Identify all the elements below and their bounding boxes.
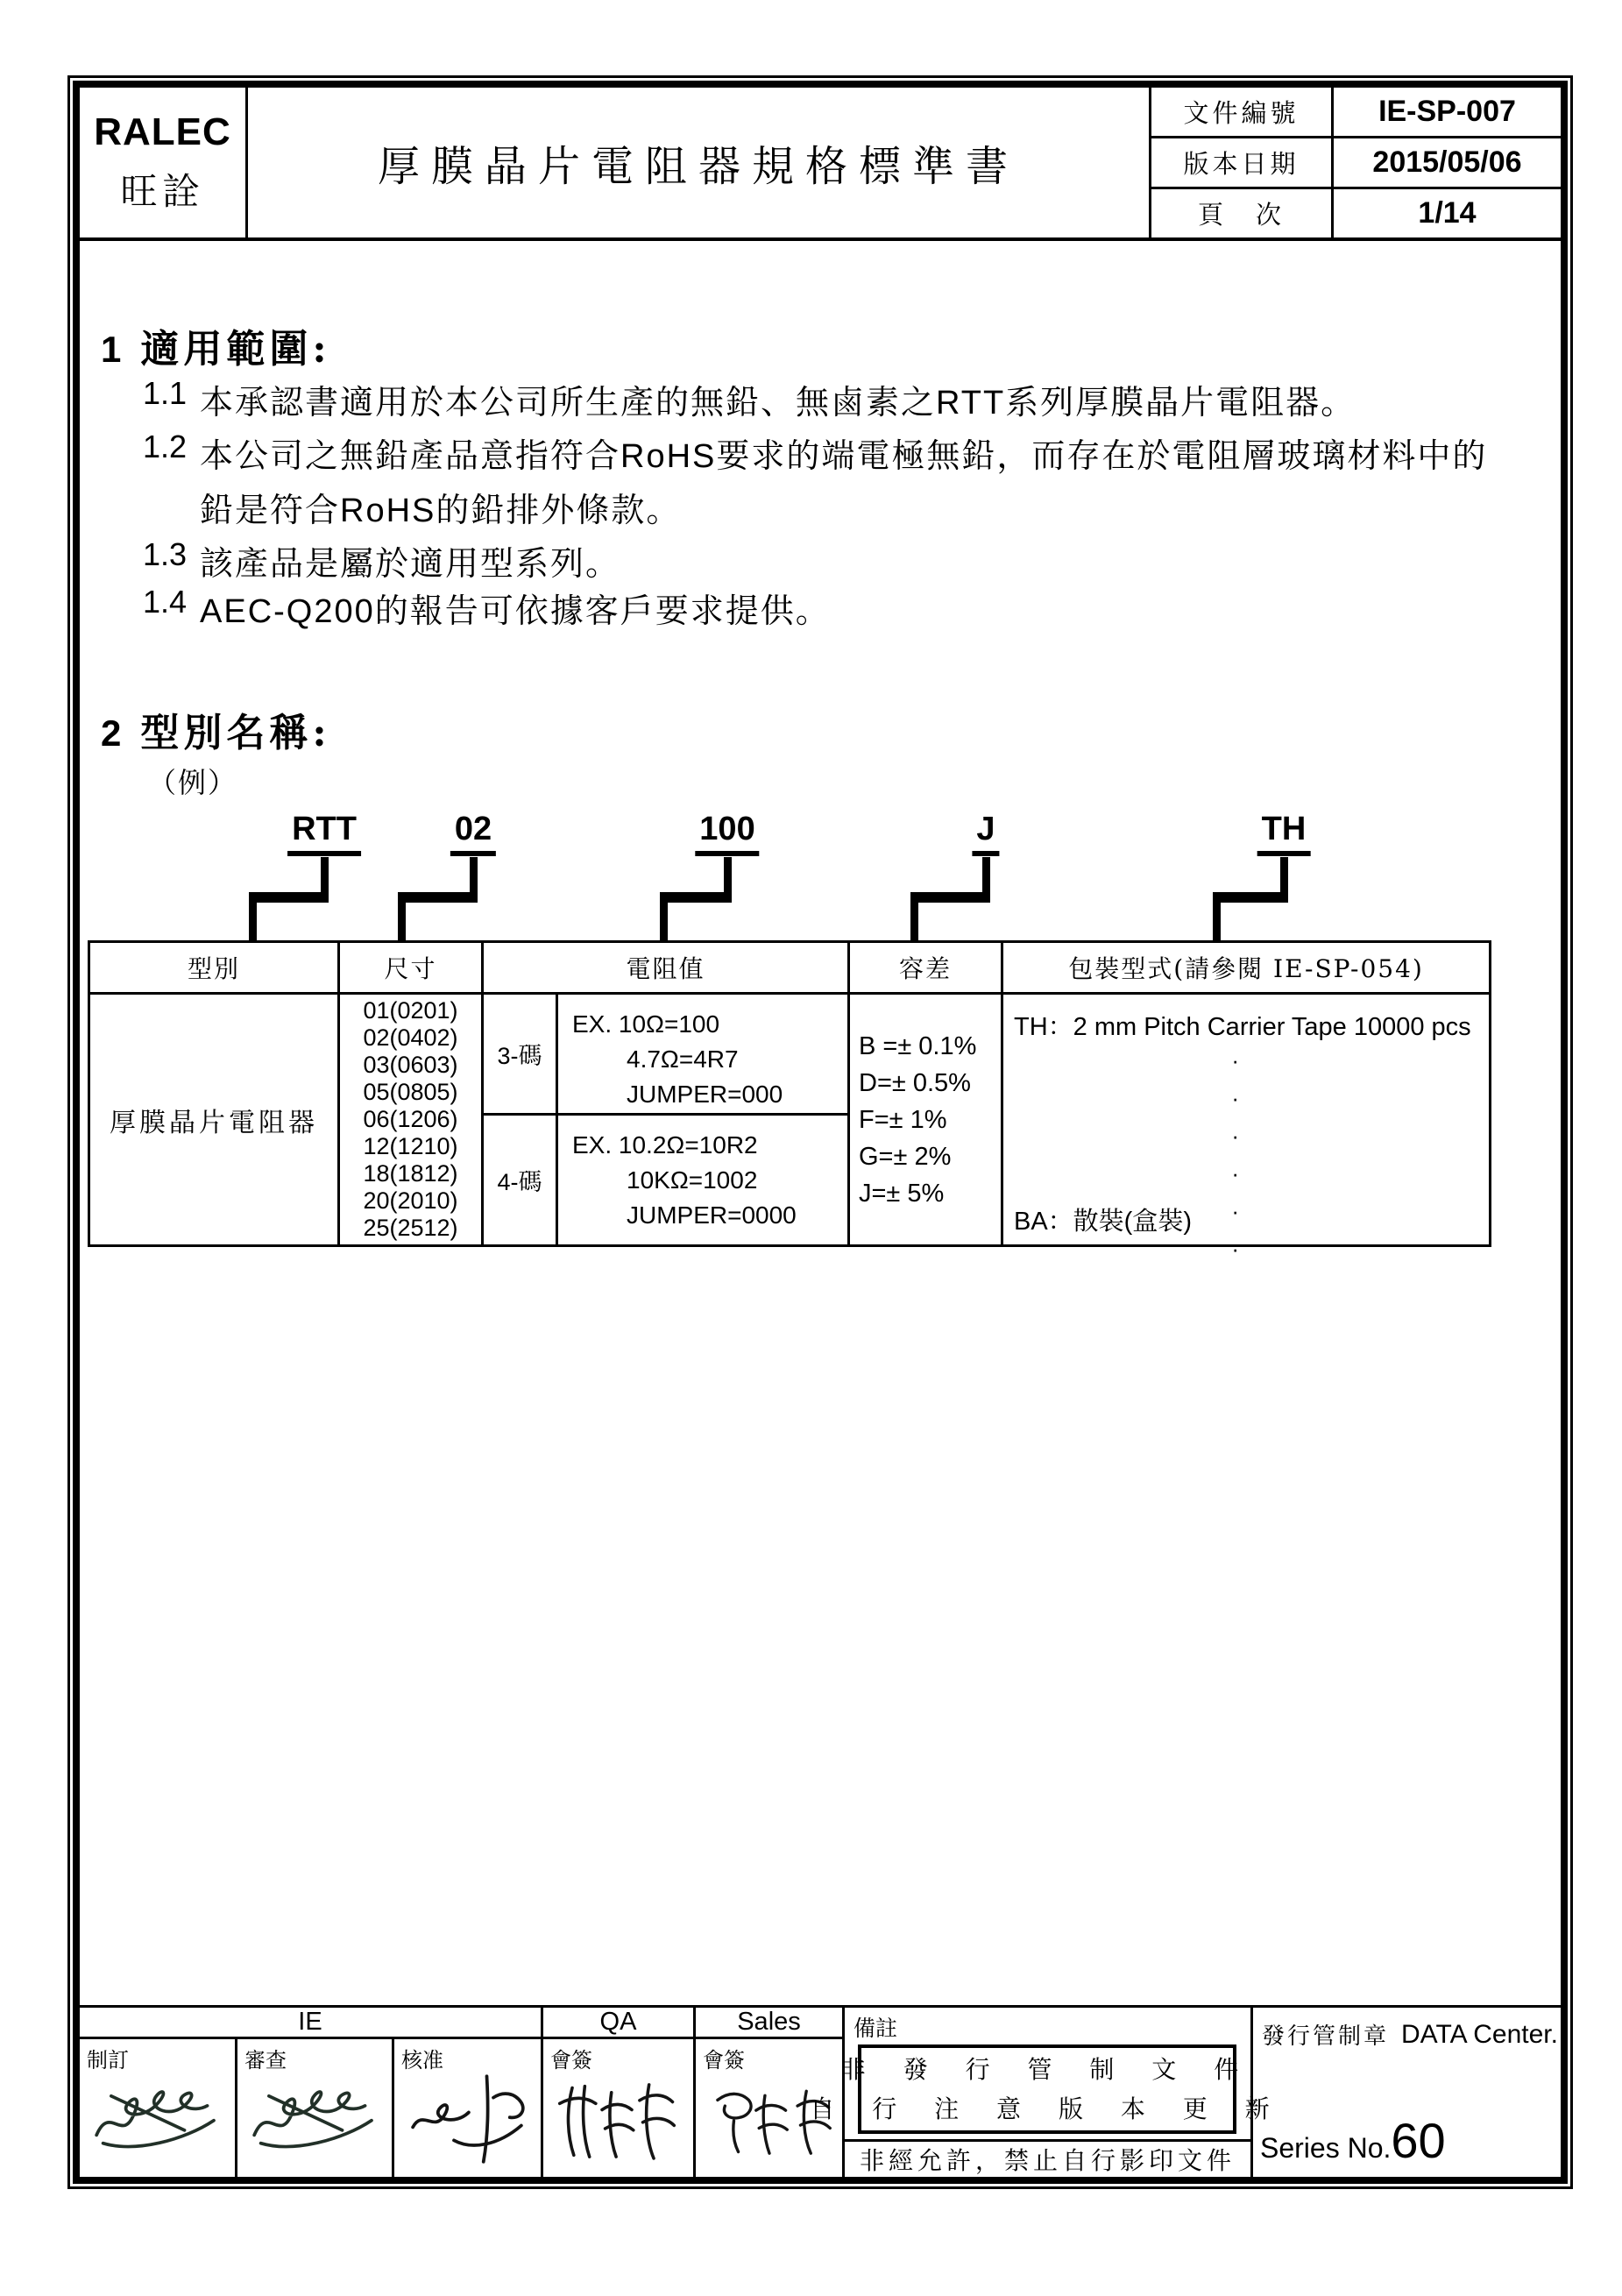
clause-number: 1.3: [143, 536, 188, 572]
digit-code-label: 3-碼: [484, 995, 558, 1113]
signature-cell-review: [235, 2039, 392, 2177]
code-connector: [910, 903, 918, 940]
page-inner-frame: [73, 81, 1568, 2184]
header-type: 型別: [90, 943, 340, 992]
issue-control-value: DATA Center.: [1401, 2019, 1558, 2049]
clause-text: 本公司之無鉛產品意指符合RoHS要求的端電極無鉛，而存在於電阻層玻璃材料中的: [200, 438, 1488, 475]
approve-label: 核准: [401, 2048, 443, 2073]
approval-footer: [80, 2005, 1561, 2177]
section1-title: 適用範圍:: [140, 327, 331, 372]
header-packaging: 包裝型式(請參閱 IE-SP-054): [1068, 954, 1424, 983]
clause-text: 該產品是屬於適用型系列。: [200, 546, 621, 583]
code-connector: [660, 892, 732, 903]
header-size: 尺寸: [340, 943, 484, 992]
table-body-row: [90, 995, 1489, 1262]
section1-heading: [101, 317, 331, 373]
section2-title: 型別名稱:: [140, 711, 331, 755]
code-connector: [398, 892, 478, 903]
digit-code-label: 4-碼: [484, 1116, 558, 1244]
signature-scribble: [87, 2062, 225, 2171]
type-value-cell: 厚膜晶片電阻器: [90, 995, 340, 1244]
series-number-row: [1260, 2113, 1446, 2168]
code-series: RTT: [287, 811, 361, 856]
review-label: 審查: [244, 2048, 287, 2073]
resistance-4digit-row: [484, 1116, 847, 1244]
example-label: （例）: [148, 766, 238, 799]
resistance-examples: EX. 10Ω=100 4.7Ω=4R7 JUMPER=000: [572, 1010, 783, 1108]
clause-number: 1.4: [143, 584, 188, 620]
version-date-value: 2015/05/06: [1372, 145, 1522, 179]
clause-1-2-line2: [200, 483, 681, 531]
doc-number-label: 文件編號: [1151, 88, 1334, 136]
remarks-cell: [810, 2008, 1285, 2177]
signature-cell-approve: [392, 2039, 541, 2177]
remarks-label: 備註: [853, 2016, 898, 2041]
sales-countersign-label: 會簽: [703, 2048, 745, 2073]
company-logo-cell: [80, 88, 248, 237]
draft-label: 制訂: [87, 2048, 129, 2073]
info-row-version-date: [1151, 138, 1561, 189]
clause-text: AEC-Q200的報告可依據客戶要求提供。: [200, 593, 831, 630]
packaging-ba: BA：散裝(盒裝): [1014, 1208, 1193, 1236]
header-tolerance: 容差: [850, 943, 1003, 992]
resistance-3digit-row: [484, 995, 847, 1116]
resistance-cell: [484, 995, 850, 1244]
series-number-label: Series No.: [1260, 2132, 1392, 2164]
doc-number-value: IE-SP-007: [1378, 95, 1516, 128]
section2-number: 2: [101, 712, 122, 754]
code-connector: [249, 892, 329, 903]
code-connector: [1213, 892, 1288, 903]
resistance-examples: EX. 10.2Ω=10R2 10KΩ=1002 JUMPER=0000: [572, 1131, 797, 1229]
signature-scribble: [244, 2062, 383, 2171]
header-resistance: 電阻值: [484, 943, 850, 992]
page-border-frame: [67, 75, 1573, 2189]
issue-control-label: 發行管制章: [1262, 2023, 1390, 2050]
code-tolerance: J: [972, 811, 999, 856]
packaging-cell: [1003, 995, 1489, 1262]
ellipsis-dots: · · · · · ·: [1231, 1047, 1240, 1262]
clause-number: 1.1: [143, 375, 188, 411]
part-number-table: [88, 940, 1491, 1262]
issue-control-row: [1262, 2018, 1558, 2051]
signature-scribble: [401, 2062, 533, 2176]
table-header-row: [90, 943, 1489, 995]
code-connector: [660, 903, 668, 940]
section2-heading: [101, 701, 331, 757]
company-name-chinese: 旺詮: [120, 169, 205, 213]
info-row-page-number: [1151, 189, 1561, 237]
clause-1-2-line1: [143, 429, 1487, 477]
clause-text: 鉛是符合RoHS的鉛排外條款。: [200, 493, 682, 529]
remarks-box: 非 發 行 管 制 文 件 自 行 注 意 版 本 更 新: [858, 2044, 1236, 2134]
signature-scribble: [550, 2062, 684, 2179]
code-resistance: 100: [695, 811, 759, 856]
page-number-value: 1/14: [1418, 196, 1477, 230]
document-info-table: [1151, 88, 1561, 237]
signature-cell-draft: [80, 2039, 235, 2177]
page-number-label: 頁 次: [1151, 189, 1334, 237]
document-header: [80, 88, 1561, 241]
code-connector: [398, 903, 406, 940]
clause-number: 1.2: [143, 429, 188, 464]
clause-1-1: [143, 375, 1356, 423]
signature-cell-qa-countersign: [541, 2039, 693, 2177]
code-connector: [910, 892, 990, 903]
dept-header-qa: QA: [541, 2008, 693, 2039]
clause-1-4: [143, 584, 831, 632]
qa-countersign-label: 會簽: [550, 2048, 592, 2073]
dept-header-sales: Sales: [693, 2008, 842, 2039]
packaging-th: TH：2 mm Pitch Carrier Tape 10000 pcs: [1014, 1013, 1471, 1041]
tolerance-cell: B =± 0.1% D=± 0.5% F=± 1% G=± 2% J=± 5%: [850, 995, 1003, 1244]
clause-1-3: [143, 536, 620, 585]
clause-text: 本承認書適用於本公司所生產的無鉛、無鹵素之RTT系列厚膜晶片電阻器。: [200, 385, 1356, 422]
series-number-value: 60: [1391, 2113, 1446, 2168]
version-date-label: 版本日期: [1151, 138, 1334, 187]
size-list-cell: 01(0201) 02(0402) 03(0603) 05(0805) 06(1206) 12(1210) 18(1812) 20(2010) 25(2512): [340, 995, 484, 1244]
company-logo: RALEC: [94, 110, 231, 153]
info-row-doc-number: [1151, 88, 1561, 138]
code-connector: [249, 903, 257, 940]
copy-prohibition-note: 非經允許，禁止自行影印文件: [845, 2139, 1250, 2177]
dept-header-ie: IE: [80, 2008, 541, 2039]
section1-number: 1: [101, 329, 122, 370]
code-connector: [1213, 903, 1221, 940]
document-title: 厚膜晶片電阻器規格標準書: [248, 88, 1151, 237]
issue-control-cell: [1250, 2008, 1561, 2177]
code-size: 02: [450, 811, 496, 856]
code-packaging: TH: [1257, 811, 1311, 856]
